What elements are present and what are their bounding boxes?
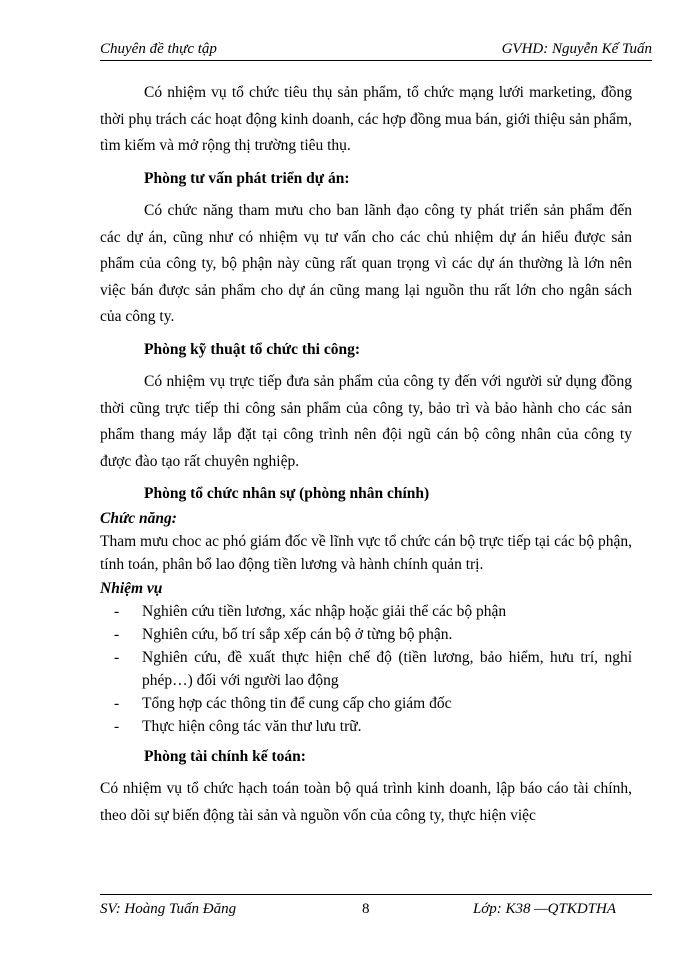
bullet-dash: - [114,625,120,643]
list-item: - Nghiên cứu, đề xuất thực hiện chế độ (tiền lương, bảo hiểm, hưu trí, nghỉ phép…) đối với người lao động [100,646,632,692]
page-footer [100,894,652,917]
footer-class: Lớp: K38 —QTKDTHA [472,901,616,917]
paragraph-personnel-functions: Tham mưu choc ac phó giám đốc về lĩnh vực tổ chức cán bộ trực tiếp tại các bộ phận, tính toán, phân bổ lao động tiền lương và hành chính quản trị. [100,532,633,573]
page-content [100,80,632,831]
page-header [100,40,652,61]
list-item: - Tổng hợp các thông tin để cung cấp cho giám đốc [100,692,632,715]
bullet-dash: - [114,694,120,712]
paragraph-marketing-duties: Có nhiệm vụ tổ chức tiêu thụ sản phẩm, tổ chức mạng lưới marketing, đồng thời phụ trách các hoạt động kinh doanh, các hợp đồng mua bán, giới thiệu sản phẩm, tìm kiếm và mở rộng thị trường tiêu thụ. [100,84,632,154]
list-item: - Nghiên cứu, bố trí sắp xếp cán bộ ở từng bộ phận. [100,623,632,646]
paragraph-project-consulting: Có chức năng tham mưu cho ban lãnh đạo công ty phát triển sản phẩm đến các dự án, cũng như có nhiệm vụ tư vấn cho các chủ nhiệm dự án hiểu được sản phẩm của công ty, bộ phận này cũng rất quan trọng vì các dự án thường là lớn nên việc bán được sản phẩm cho dự án cũng mang lại nguồn thu rất lớn cho ngân sách của công ty. [100,202,632,325]
paragraph-technical-construction: Có nhiệm vụ trực tiếp đưa sản phẩm của công ty đến với người sử dụng đồng thời cũng trực tiếp thi công sản phẩm của công ty, bảo trì và bảo hành cho các sản phẩm thang máy lắp đặt tại công trình nên đội ngũ cán bộ công nhân của công ty được đào tạo rất chuyên nghiệp. [100,373,632,470]
heading-personnel: Phòng tổ chức nhân sự (phòng nhân chính) [144,485,430,502]
header-course-title: Chuyên đề thực tập [100,41,217,57]
bullet-dash: - [114,602,120,620]
list-item: - Thực hiện công tác văn thư lưu trữ. [100,715,632,738]
task-list [100,600,632,738]
footer-student-name: SV: Hoàng Tuấn Đăng [100,901,237,917]
paragraph-finance-accounting: Có nhiệm vụ tổ chức hạch toán toàn bộ quá trình kinh doanh, lập báo cáo tài chính, theo dõi sự biến động tài sản và nguồn vốn của công ty, thực hiện việc [100,780,632,824]
bullet-dash: - [114,648,120,666]
header-supervisor: GVHD: Nguyễn Kế Tuấn [501,41,652,57]
subheading-tasks: Nhiệm vụ [100,579,163,597]
heading-project-consulting: Phòng tư vấn phát triển dự án: [144,169,350,187]
subheading-functions: Chức năng: [100,509,177,527]
list-item: - Nghiên cứu tiền lương, xác nhập hoặc giải thể các bộ phận [100,600,632,623]
bullet-dash: - [114,717,120,735]
page-number: 8 [362,901,370,917]
heading-technical-construction: Phòng kỹ thuật tổ chức thi công: [144,340,360,358]
heading-finance-accounting: Phòng tài chính kế toán: [144,747,306,765]
